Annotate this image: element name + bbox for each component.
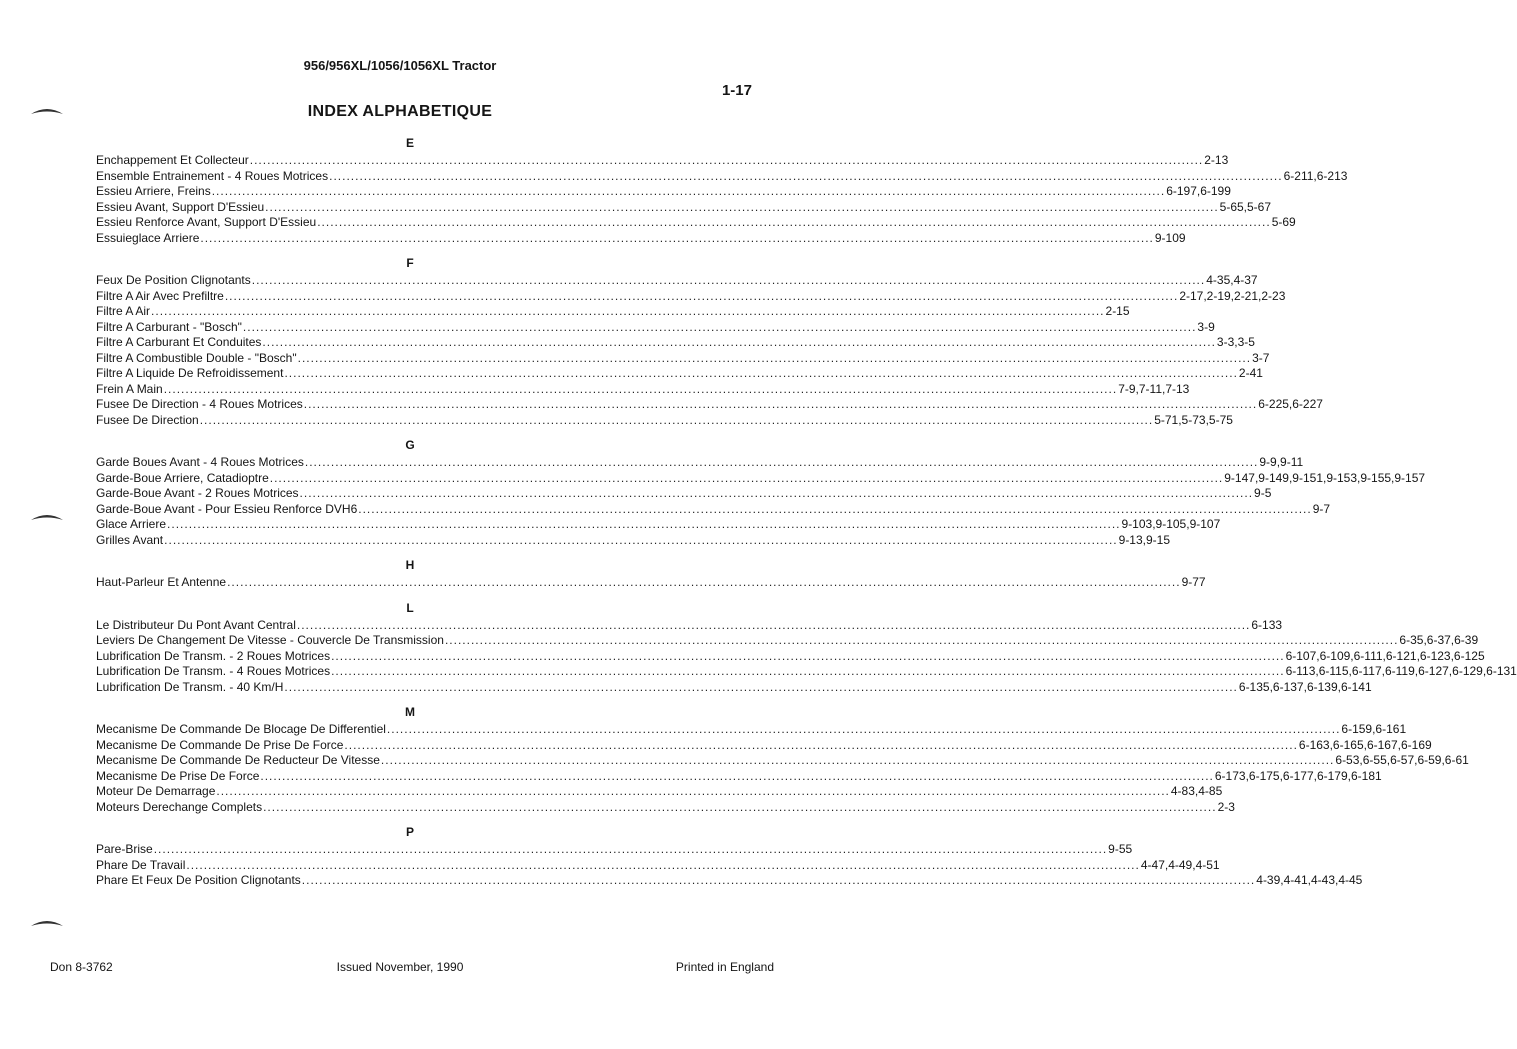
entry-page-reference: 6-173,6-175,6-177,6-179,6-181 <box>1214 768 1382 783</box>
dot-leader: ............................................................................................................................................................................................................................ <box>329 168 1283 183</box>
index-entry <box>96 486 1272 502</box>
dot-leader: ............................................................................................................................................................................................................................ <box>284 679 1238 694</box>
index-entry <box>96 397 1323 413</box>
entry-page-reference: 2-15 <box>1105 304 1130 318</box>
dot-leader: ............................................................................................................................................................................................................................ <box>444 633 1399 647</box>
entry-name: Lubrification De Transm. - 2 Roues Motrices <box>96 648 331 663</box>
entry-name: Garde-Boue Arriere, Catadioptre <box>96 470 269 485</box>
dot-leader: ............................................................................................................................................................................................................................ <box>303 397 1258 411</box>
entry-name: Filtre A Carburant - "Bosch" <box>96 319 242 334</box>
index-entry <box>96 633 1479 649</box>
index-entry <box>96 648 1485 665</box>
entry-page-reference: 6-225,6-227 <box>1258 397 1323 411</box>
index-entry <box>96 679 1372 696</box>
entry-name: Le Distributeur Du Pont Avant Central <box>96 617 296 632</box>
section-letter: F <box>406 256 414 270</box>
index-entry <box>96 470 1426 487</box>
dot-leader: ............................................................................................................................................................................................................................ <box>211 184 1166 198</box>
entry-page-reference: 2-13 <box>1204 153 1229 167</box>
entry-page-reference: 6-107,6-109,6-111,6-121,6-123,6-125 <box>1285 648 1485 663</box>
dot-leader: ............................................................................................................................................................................................................................ <box>200 230 1154 245</box>
entry-page-reference: 4-35,4-37 <box>1206 273 1258 287</box>
dot-leader: ............................................................................................................................................................................................................................ <box>284 366 1238 380</box>
section-letter: L <box>406 600 414 615</box>
entry-name: Filtre A Air <box>96 304 151 318</box>
entry-name: Pare-Brise <box>96 842 153 856</box>
entry-name: Moteurs Derechange Complets <box>96 799 263 814</box>
index-section <box>96 256 1323 428</box>
entry-name: Fusee De Direction - 4 Roues Motrices <box>96 397 303 411</box>
entry-page-reference: 9-13,9-15 <box>1118 532 1171 547</box>
index-entry <box>96 737 1432 754</box>
binder-hole-mark <box>30 512 64 522</box>
dot-leader: ............................................................................................................................................................................................................................ <box>242 319 1197 334</box>
dot-leader: ............................................................................................................................................................................................................................ <box>317 215 1271 229</box>
entry-name: Enchappement Et Collecteur <box>96 153 249 167</box>
dot-leader: ............................................................................................................................................................................................................................ <box>151 304 1105 318</box>
footer-printed-location: Printed in England <box>675 960 774 974</box>
dot-leader: ............................................................................................................................................................................................................................ <box>331 664 1285 678</box>
entry-page-reference: 9-103,9-105,9-107 <box>1121 517 1221 531</box>
index-section <box>96 705 1469 815</box>
index-entry <box>96 784 1223 800</box>
index-section <box>96 438 1426 548</box>
index-entry <box>96 230 1186 247</box>
entry-page-reference: 2-17,2-19,2-21,2-23 <box>1179 288 1286 303</box>
entry-name: Filtre A Combustible Double - "Bosch" <box>96 350 297 365</box>
section-letter: G <box>405 438 415 452</box>
index-entry <box>96 617 1283 634</box>
entry-name: Mecanisme De Commande De Blocage De Differentiel <box>96 722 386 736</box>
entry-page-reference: 4-83,4-85 <box>1170 784 1223 798</box>
dot-leader: ............................................................................................................................................................................................................................ <box>260 768 1214 783</box>
index-entry <box>96 350 1270 367</box>
index-entry <box>96 153 1229 169</box>
entry-name: Lubrification De Transm. - 4 Roues Motrices <box>96 664 331 678</box>
index-entry <box>96 304 1130 320</box>
entry-page-reference: 7-9,7-11,7-13 <box>1118 381 1190 396</box>
dot-leader: ............................................................................................................................................................................................................................ <box>304 455 1259 469</box>
dot-leader: ............................................................................................................................................................................................................................ <box>164 532 1118 547</box>
binder-hole-mark <box>30 918 64 928</box>
entry-page-reference: 5-69 <box>1271 215 1296 229</box>
dot-leader: ............................................................................................................................................................................................................................ <box>262 335 1216 349</box>
entry-name: Leviers De Changement De Vitesse - Couvercle De Transmission <box>96 633 444 647</box>
entry-page-reference: 3-3,3-5 <box>1216 335 1255 349</box>
entry-name: Mecanisme De Commande De Prise De Force <box>96 737 344 752</box>
entry-page-reference: 5-65,5-67 <box>1219 199 1272 214</box>
dot-leader: ............................................................................................................................................................................................................................ <box>153 842 1108 856</box>
index-entry <box>96 517 1221 533</box>
index-entry <box>96 857 1220 874</box>
dot-leader: ............................................................................................................................................................................................................................ <box>380 753 1335 767</box>
entry-page-reference: 6-163,6-165,6-167,6-169 <box>1298 737 1432 752</box>
index-entry <box>96 532 1171 549</box>
dot-leader: ............................................................................................................................................................................................................................ <box>301 873 1256 887</box>
index-entry <box>96 168 1348 185</box>
entry-page-reference: 9-77 <box>1181 575 1206 589</box>
entry-page-reference: 2-41 <box>1238 366 1263 380</box>
entry-name: Haut-Parleur Et Antenne <box>96 575 227 589</box>
entry-page-reference: 9-7 <box>1312 501 1331 516</box>
index-entry <box>96 335 1255 351</box>
entry-page-reference: 9-109 <box>1154 230 1186 245</box>
entry-name: Feux De Position Clignotants <box>96 273 251 287</box>
entry-page-reference: 5-71,5-73,5-75 <box>1154 412 1233 427</box>
dot-leader: ............................................................................................................................................................................................................................ <box>386 722 1341 736</box>
index-entry <box>96 366 1263 382</box>
dot-leader: ............................................................................................................................................................................................................................ <box>224 288 1179 303</box>
entry-name: Lubrification De Transm. - 40 Km/H <box>96 679 284 694</box>
footer-document-number: Don 8-3762 <box>50 960 113 974</box>
entry-page-reference: 9-55 <box>1108 842 1133 856</box>
dot-leader: ............................................................................................................................................................................................................................ <box>251 273 1206 287</box>
entry-page-reference: 6-133 <box>1251 617 1283 632</box>
entry-page-reference: 2-3 <box>1217 799 1235 814</box>
entry-page-reference: 6-53,6-55,6-57,6-59,6-61 <box>1335 753 1469 767</box>
entry-page-reference: 6-135,6-137,6-139,6-141 <box>1238 679 1372 694</box>
dot-leader: ............................................................................................................................................................................................................................ <box>249 153 1204 167</box>
entry-name: Mecanisme De Prise De Force <box>96 768 260 783</box>
index-entry <box>96 873 1363 889</box>
index-entry <box>96 501 1331 518</box>
dot-leader: ............................................................................................................................................................................................................................ <box>163 381 1118 396</box>
entry-name: Ensemble Entrainement - 4 Roues Motrices <box>96 168 329 183</box>
entry-name: Frein A Main <box>96 381 163 396</box>
dot-leader: ............................................................................................................................................................................................................................ <box>358 501 1312 516</box>
entry-page-reference: 6-159,6-161 <box>1341 722 1407 736</box>
dot-leader: ............................................................................................................................................................................................................................ <box>331 648 1285 663</box>
index-entry <box>96 799 1235 816</box>
entry-name: Grilles Avant <box>96 532 164 547</box>
index-entry <box>96 842 1133 858</box>
entry-name: Mecanisme De Commande De Reducteur De Vitesse <box>96 753 380 767</box>
index-entry <box>96 664 1517 680</box>
section-letter: E <box>405 136 414 150</box>
dot-leader: ............................................................................................................................................................................................................................ <box>299 486 1254 500</box>
entry-name: Fusee De Direction <box>96 412 199 427</box>
entry-page-reference: 4-39,4-41,4-43,4-45 <box>1256 873 1363 887</box>
entry-name: Essieu Renforce Avant, Support D'Essieu <box>96 215 317 229</box>
entry-page-reference: 3-9 <box>1197 319 1215 334</box>
index-entry <box>96 412 1233 429</box>
entry-page-reference: 4-47,4-49,4-51 <box>1140 857 1220 872</box>
entry-page-reference: 6-113,6-115,6-117,6-119,6-127,6-129,6-131 <box>1285 664 1517 678</box>
index-section <box>96 600 1517 696</box>
index-entry <box>96 184 1231 200</box>
entry-page-reference: 6-197,6-199 <box>1166 184 1231 198</box>
dot-leader: ............................................................................................................................................................................................................................ <box>297 350 1252 365</box>
entry-name: Phare Et Feux De Position Clignotants <box>96 873 301 887</box>
dot-leader: ............................................................................................................................................................................................................................ <box>199 412 1154 427</box>
entry-name: Moteur De Demarrage <box>96 784 216 798</box>
entry-name: Glace Arriere <box>96 517 167 531</box>
section-letter: M <box>405 705 415 719</box>
index-entry <box>96 199 1272 216</box>
entry-page-reference: 6-211,6-213 <box>1283 168 1348 183</box>
entry-page-reference: 3-7 <box>1252 350 1270 365</box>
entry-name: Garde Boues Avant - 4 Roues Motrices <box>96 455 304 469</box>
dot-leader: ............................................................................................................................................................................................................................ <box>216 784 1170 798</box>
dot-leader: ............................................................................................................................................................................................................................ <box>263 799 1217 814</box>
footer-issue-date: Issued November, 1990 <box>336 960 464 974</box>
entry-name: Essuieglace Arriere <box>96 230 200 245</box>
dot-leader: ............................................................................................................................................................................................................................ <box>344 737 1298 752</box>
index-sections <box>96 136 1517 899</box>
index-entry <box>96 575 1206 591</box>
page-number: 1-17 <box>721 82 752 99</box>
index-entry <box>96 215 1296 231</box>
dot-leader: ............................................................................................................................................................................................................................ <box>269 470 1224 485</box>
entry-name: Filtre A Carburant Et Conduites <box>96 335 262 349</box>
entry-page-reference: 9-5 <box>1254 486 1272 500</box>
section-letter: P <box>405 825 414 839</box>
entry-name: Essieu Avant, Support D'Essieu <box>96 199 265 214</box>
entry-page-reference: 9-147,9-149,9-151,9-153,9-155,9-157 <box>1224 470 1426 485</box>
dot-leader: ............................................................................................................................................................................................................................ <box>265 199 1219 214</box>
index-entry <box>96 768 1382 785</box>
index-entry <box>96 753 1469 769</box>
index-entry <box>96 381 1190 398</box>
entry-name: Phare De Travail <box>96 857 186 872</box>
entry-page-reference: 6-35,6-37,6-39 <box>1399 633 1479 647</box>
index-section <box>96 558 1206 591</box>
entry-name: Garde-Boue Avant - Pour Essieu Renforce DVH6 <box>96 501 358 516</box>
entry-name: Filtre A Air Avec Prefiltre <box>96 288 224 303</box>
entry-name: Essieu Arriere, Freins <box>96 184 211 198</box>
entry-page-reference: 9-9,9-11 <box>1259 455 1304 469</box>
index-section <box>96 136 1348 246</box>
index-title: INDEX ALPHABETIQUE <box>307 103 493 120</box>
entry-name: Garde-Boue Avant - 2 Roues Motrices <box>96 486 299 500</box>
dot-leader: ............................................................................................................................................................................................................................ <box>186 857 1140 872</box>
dot-leader: ............................................................................................................................................................................................................................ <box>296 617 1251 632</box>
dot-leader: ............................................................................................................................................................................................................................ <box>227 575 1181 589</box>
index-section <box>96 825 1363 889</box>
index-entry <box>96 288 1286 305</box>
index-entry <box>96 273 1258 289</box>
dot-leader: ............................................................................................................................................................................................................................ <box>167 517 1121 531</box>
entry-name: Filtre A Liquide De Refroidissement <box>96 366 284 380</box>
index-entry <box>96 722 1407 738</box>
section-letter: H <box>405 558 415 572</box>
index-entry <box>96 319 1215 336</box>
document-header-title: 956/956XL/1056/1056XL Tractor <box>303 58 497 73</box>
index-entry <box>96 455 1304 471</box>
